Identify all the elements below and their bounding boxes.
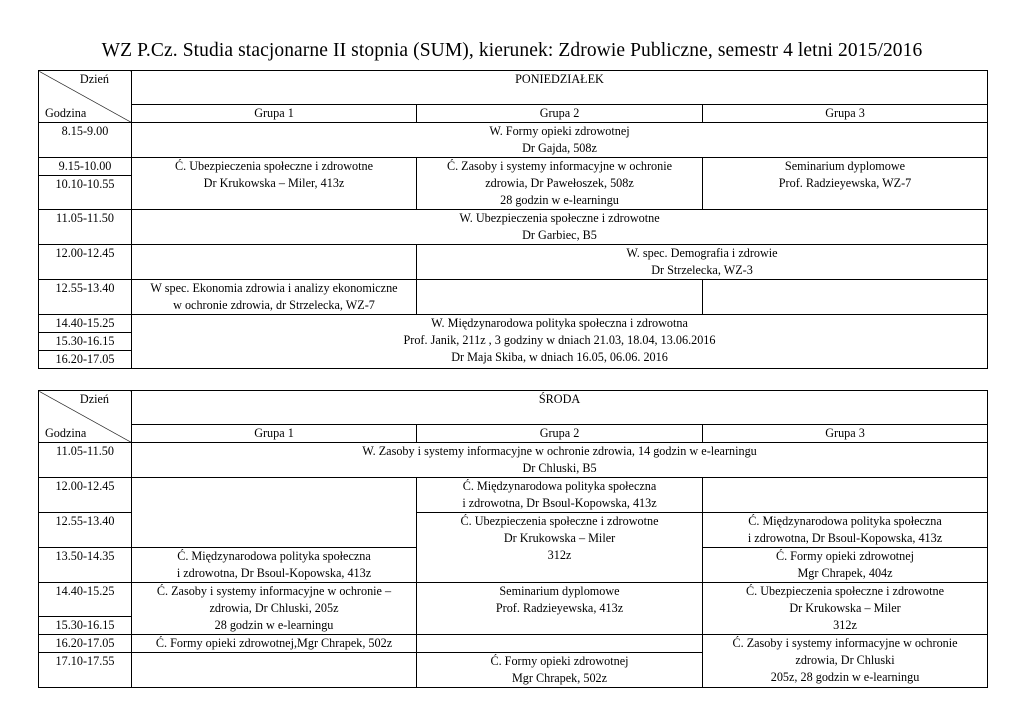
class-cell: W. Ubezpieczenia społeczne i zdrowotne Dr Garbiec, B5 bbox=[132, 210, 988, 245]
corner-hour-label: Godzina bbox=[45, 426, 87, 440]
class-cell: Ć. Ubezpieczenia społeczne i zdrowotne Dr Krukowska – Miler, 413z bbox=[132, 158, 417, 210]
monday-schedule-table bbox=[38, 70, 988, 369]
empty-cell bbox=[132, 653, 417, 688]
day-header-monday: PONIEDZIAŁEK bbox=[132, 71, 988, 105]
class-cell: W spec. Ekonomia zdrowia i analizy ekonomiczne w ochronie zdrowia, dr Strzelecka, WZ-7 bbox=[132, 280, 417, 315]
empty-cell bbox=[132, 478, 417, 548]
time-cell: 12.00-12.45 bbox=[39, 478, 132, 513]
class-cell: Ć. Międzynarodowa polityka społeczna i zdrowotna, Dr Bsoul-Kopowska, 413z bbox=[132, 548, 417, 583]
time-cell: 12.55-13.40 bbox=[39, 513, 132, 548]
time-cell: 12.00-12.45 bbox=[39, 245, 132, 280]
time-cell: 17.10-17.55 bbox=[39, 653, 132, 688]
class-cell: Ć. Formy opieki zdrowotnej Mgr Chrapek, 502z bbox=[417, 653, 703, 688]
class-cell: Ć. Formy opieki zdrowotnej,Mgr Chrapek, 502z bbox=[132, 635, 417, 653]
group-header-1: Grupa 1 bbox=[132, 425, 417, 443]
page-title: WZ P.Cz. Studia stacjonarne II stopnia (SUM), kierunek: Zdrowie Publiczne, semestr 4 letni 2015/2016 bbox=[101, 40, 923, 61]
group-header-3: Grupa 3 bbox=[703, 425, 988, 443]
empty-cell bbox=[703, 478, 988, 513]
group-header-1: Grupa 1 bbox=[132, 105, 417, 123]
empty-cell bbox=[132, 245, 417, 280]
wednesday-schedule-table bbox=[38, 390, 988, 688]
empty-cell bbox=[417, 280, 703, 315]
class-cell: Ć. Zasoby i systemy informacyjne w ochronie zdrowia, Dr Chluski 205z, 28 godzin w e-learningu bbox=[703, 635, 988, 688]
class-cell: W. Formy opieki zdrowotnej Dr Gajda, 508z bbox=[132, 123, 988, 158]
time-cell: 8.15-9.00 bbox=[39, 123, 132, 158]
time-cell: 11.05-11.50 bbox=[39, 210, 132, 245]
class-cell: Ć. Zasoby i systemy informacyjne w ochronie – zdrowia, Dr Chluski, 205z 28 godzin w e-learningu bbox=[132, 583, 417, 635]
time-cell: 14.40-15.25 bbox=[39, 583, 132, 617]
group-header-2: Grupa 2 bbox=[417, 105, 703, 123]
time-cell: 11.05-11.50 bbox=[39, 443, 132, 478]
time-cell: 13.50-14.35 bbox=[39, 548, 132, 583]
class-cell: W. spec. Demografia i zdrowie Dr Strzelecka, WZ-3 bbox=[417, 245, 988, 280]
corner-header bbox=[39, 391, 132, 443]
time-cell: 14.40-15.25 bbox=[39, 315, 132, 333]
time-cell: 16.20-17.05 bbox=[39, 635, 132, 653]
class-cell: Ć. Ubezpieczenia społeczne i zdrowotne Dr Krukowska – Miler 312z bbox=[703, 583, 988, 635]
class-cell: Ć. Międzynarodowa polityka społeczna i zdrowotna, Dr Bsoul-Kopowska, 413z bbox=[417, 478, 703, 513]
corner-day-label: Dzień bbox=[79, 392, 109, 406]
empty-cell bbox=[703, 280, 988, 315]
class-cell: Ć. Międzynarodowa polityka społeczna i zdrowotna, Dr Bsoul-Kopowska, 413z bbox=[703, 513, 988, 548]
group-header-2: Grupa 2 bbox=[417, 425, 703, 443]
corner-header bbox=[39, 71, 132, 123]
time-cell: 12.55-13.40 bbox=[39, 280, 132, 315]
time-cell: 15.30-16.15 bbox=[39, 617, 132, 635]
corner-day-label: Dzień bbox=[79, 72, 109, 86]
class-cell: Ć. Ubezpieczenia społeczne i zdrowotne Dr Krukowska – Miler 312z bbox=[417, 513, 703, 583]
time-cell: 16.20-17.05 bbox=[39, 351, 132, 369]
corner-hour-label: Godzina bbox=[45, 106, 87, 120]
time-cell: 15.30-16.15 bbox=[39, 333, 132, 351]
class-cell: Seminarium dyplomowe Prof. Radzieyewska, 413z bbox=[417, 583, 703, 635]
time-cell: 9.15-10.00 bbox=[39, 158, 132, 176]
group-header-3: Grupa 3 bbox=[703, 105, 988, 123]
class-cell: Ć. Formy opieki zdrowotnej Mgr Chrapek, 404z bbox=[703, 548, 988, 583]
time-cell: 10.10-10.55 bbox=[39, 176, 132, 210]
class-cell: W. Zasoby i systemy informacyjne w ochronie zdrowia, 14 godzin w e-learningu Dr Chluski, B5 bbox=[132, 443, 988, 478]
empty-cell bbox=[417, 635, 703, 653]
class-cell: Ć. Zasoby i systemy informacyjne w ochronie zdrowia, Dr Pawełoszek, 508z 28 godzin w e-learningu bbox=[417, 158, 703, 210]
class-cell: Seminarium dyplomowe Prof. Radzieyewska, WZ-7 bbox=[703, 158, 988, 210]
class-cell: W. Międzynarodowa polityka społeczna i zdrowotna Prof. Janik, 211z , 3 godziny w dniach 21.03, 18.04, 13.06.2016 Dr Maja Skiba, w dniach 16.05, 06.06. 2016 bbox=[132, 315, 988, 369]
day-header-wednesday: ŚRODA bbox=[132, 391, 988, 425]
